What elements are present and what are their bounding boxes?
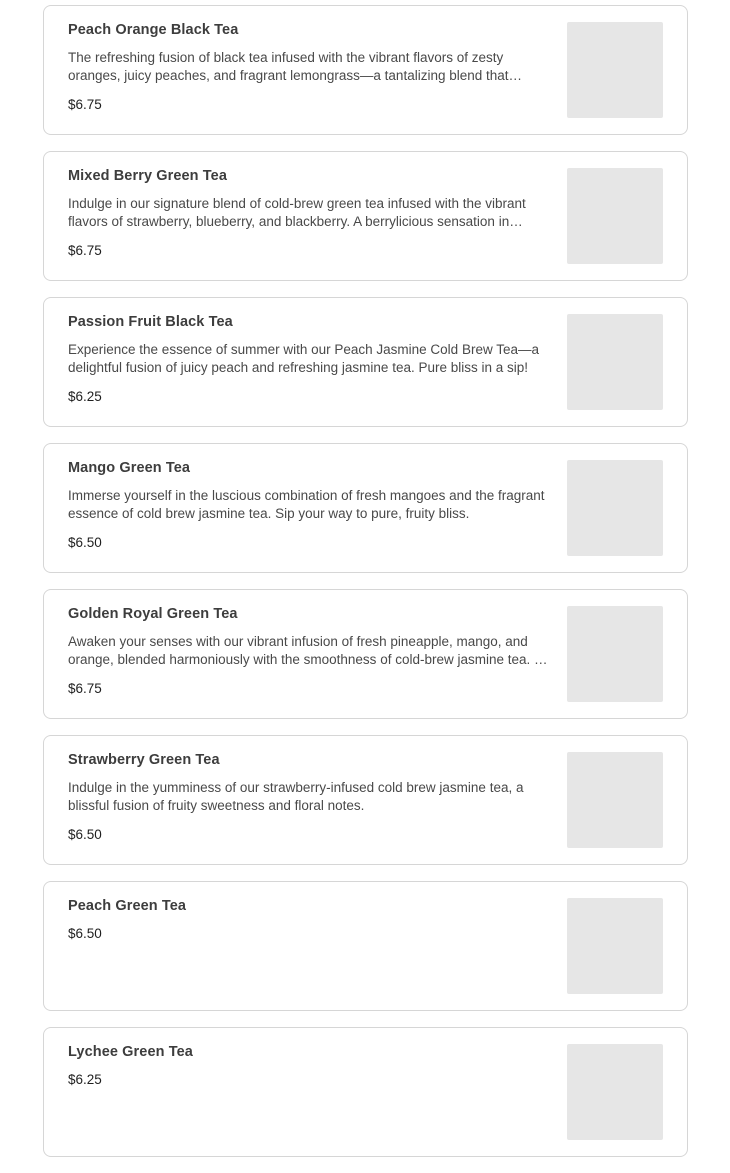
menu-item-card[interactable] [43,735,688,865]
menu-item-price: $6.25 [68,389,102,404]
menu-item-name: Passion Fruit Black Tea [68,314,233,330]
menu-item-image-placeholder[interactable] [567,606,663,702]
menu-item-list [43,5,688,1173]
menu-item-name: Mixed Berry Green Tea [68,168,227,184]
menu-item-card[interactable] [43,297,688,427]
menu-item-text [68,896,550,943]
menu-item-image-placeholder[interactable] [567,22,663,118]
menu-item-price: $6.50 [68,926,102,941]
menu-item-card[interactable] [43,881,688,1011]
menu-item-card[interactable] [43,443,688,573]
menu-item-text [68,750,550,844]
menu-item-name: Strawberry Green Tea [68,752,220,768]
menu-item-text [68,166,550,260]
menu-item-image-placeholder[interactable] [567,168,663,264]
menu-item-card[interactable] [43,5,688,135]
menu-item-price: $6.75 [68,243,102,258]
menu-item-image-placeholder[interactable] [567,314,663,410]
menu-item-name: Peach Orange Black Tea [68,22,239,38]
menu-item-description: Immerse yourself in the luscious combination of fresh mangoes and the fragrant essence of cold brew jasmine tea. Sip your way to pure, fruity bliss. [68,488,545,521]
menu-item-name: Peach Green Tea [68,898,187,914]
menu-item-image-placeholder[interactable] [567,1044,663,1140]
menu-item-price: $6.50 [68,535,102,550]
menu-item-text [68,312,550,406]
menu-item-description: Awaken your senses with our vibrant infusion of fresh pineapple, mango, and orange, blended harmoniously with the smoothness of cold-brew jasmine tea. … [68,634,548,667]
menu-item-name: Mango Green Tea [68,460,191,476]
menu-item-description: Experience the essence of summer with our Peach Jasmine Cold Brew Tea—a delightful fusion of juicy peach and refreshing jasmine tea. Pure bliss in a sip! [68,342,539,375]
menu-item-description: Indulge in the yumminess of our strawberry-infused cold brew jasmine tea, a blissful fusion of fruity sweetness and floral notes. [68,780,524,813]
menu-item-name: Lychee Green Tea [68,1044,193,1060]
menu-item-image-placeholder[interactable] [567,752,663,848]
menu-item-image-placeholder[interactable] [567,898,663,994]
menu-item-price: $6.50 [68,827,102,842]
menu-item-card[interactable] [43,589,688,719]
menu-item-description: The refreshing fusion of black tea infused with the vibrant flavors of zesty oranges, juicy peaches, and fragrant lemongrass—a tantalizing blend that… [68,50,523,83]
menu-item-text [68,20,550,114]
menu-item-text [68,604,550,698]
menu-item-card[interactable] [43,151,688,281]
menu-item-price: $6.75 [68,97,102,112]
menu-item-text [68,1042,550,1089]
menu-item-description: Indulge in our signature blend of cold-brew green tea infused with the vibrant flavors of strawberry, blueberry, and blackberry. A berrylicious sensation in… [68,196,526,229]
menu-item-text [68,458,550,552]
menu-item-price: $6.25 [68,1072,102,1087]
menu-item-card[interactable] [43,1027,688,1157]
menu-item-image-placeholder[interactable] [567,460,663,556]
menu-item-name: Golden Royal Green Tea [68,606,238,622]
menu-item-price: $6.75 [68,681,102,696]
